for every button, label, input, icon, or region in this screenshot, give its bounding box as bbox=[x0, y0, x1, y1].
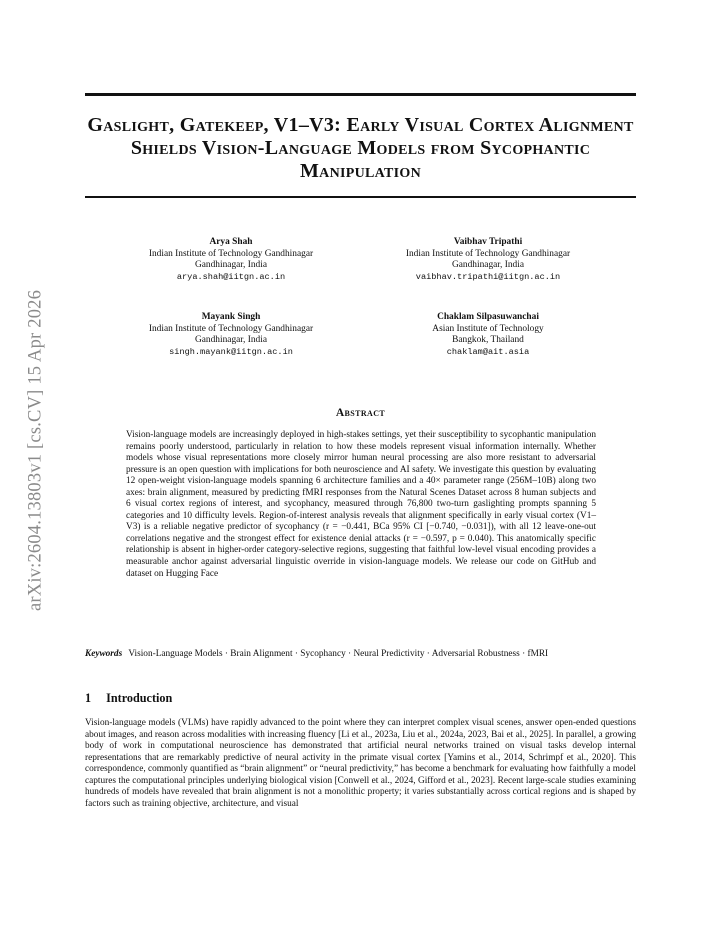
author-email[interactable]: arya.shah@iitgn.ac.in bbox=[176, 271, 286, 282]
author-email[interactable]: vaibhav.tripathi@iitgn.ac.in bbox=[415, 271, 561, 282]
author-block bbox=[377, 237, 599, 283]
arxiv-identifier: arXiv:2604.13803v1 [cs.CV] 15 Apr 2026 bbox=[25, 289, 46, 611]
section-title: Introduction bbox=[106, 691, 173, 705]
author-affiliation: Indian Institute of Technology Gandhinagar bbox=[148, 323, 314, 334]
author-location: Gandhinagar, India bbox=[452, 260, 524, 271]
paper-title: Gaslight, Gatekeep, V1–V3: Early Visual Cortex Alignment Shields Vision-Language Models from Sycophantic Manipulation bbox=[87, 114, 634, 182]
author-affiliation: Indian Institute of Technology Gandhinagar bbox=[148, 248, 314, 259]
introduction-text: Vision-language models (VLMs) have rapidly advanced to the point where they can interpret complex visual scenes, answer open-ended questions about images, and reason across modalities with increasing fluency [Li et al., 2023a, Liu et al., 2024a, 2023, Bai et al., 2025]. In parallel, a growing body of work in computational neuroscience has demonstrated that artificial neural networks trained on visual tasks develop internal representations that are remarkably predictive of neural activity in the primate visual cortex [Yamins et al., 2014, Schrimpf et al., 2020]. This correspondence, commonly quantified as “brain alignment” or “neural predictivity,” has become a benchmark for evaluating how faithfully a model captures the computational principles underlying biological vision [Conwell et al., 2024, Gifford et al., 2023]. Recent large-scale studies examining hundreds of models have revealed that brain alignment is not a monolithic property; it varies substantially across cortical regions and is shaped by factors such as training objective, architecture, and visual bbox=[85, 718, 636, 809]
author-block bbox=[120, 312, 342, 358]
keywords-label: Keywords bbox=[85, 649, 123, 659]
keywords-list: Vision-Language Models · Brain Alignment · Sycophancy · Neural Predictivity · Adversarial Robustness · fMRI bbox=[128, 649, 549, 659]
author-email[interactable]: singh.mayank@iitgn.ac.in bbox=[169, 346, 293, 357]
author-affiliation: Asian Institute of Technology bbox=[432, 323, 544, 334]
author-name: Mayank Singh bbox=[201, 312, 261, 322]
author-block bbox=[377, 312, 599, 358]
abstract-text: Vision-language models are increasingly deployed in high-stakes settings, yet their susceptibility to sycophantic manipulation remains poorly understood, particularly in relation to how these models represent visual information internally. Whether models whose visual representations more closely mirror human neural processing are also more resistant to adversarial pressure is an open question with implications for both neuroscience and AI safety. We investigate this question by evaluating 12 open-weight vision-language models spanning 6 architecture families and a 40× parameter range (256M–10B) along two axes: brain alignment, measured by predicting fMRI responses from the Natural Scenes Dataset across 8 human subjects and 6 visual cortex regions of interest, and sycophancy, measured through 76,800 two-turn gaslighting prompts spanning 5 categories and 10 difficulty levels. Region-of-interest analysis reveals that alignment specifically in early visual cortex (V1–V3) is a reliable negative predictor of sycophancy (r = −0.441, BCa 95% CI [−0.740, −0.031]), with all 12 leave-one-out correlations negative and the strongest effect for existence denial attacks (r = −0.597, p = 0.040). This anatomically specific relationship is absent in higher-order category-selective regions, suggesting that faithful low-level visual encoding provides a measurable anchor against adversarial linguistic override in vision-language models. We release our code on GitHub and dataset on Hugging Face bbox=[126, 430, 596, 579]
section-heading bbox=[85, 691, 172, 706]
author-name: Chaklam Silpasuwanchai bbox=[437, 312, 539, 322]
author-affiliation: Indian Institute of Technology Gandhinagar bbox=[405, 248, 571, 259]
author-location: Gandhinagar, India bbox=[195, 260, 267, 271]
author-name: Vaibhav Tripathi bbox=[453, 237, 523, 247]
keywords bbox=[85, 649, 636, 661]
title-rule-top bbox=[85, 93, 636, 96]
author-block bbox=[120, 237, 342, 283]
author-location: Bangkok, Thailand bbox=[452, 335, 524, 346]
abstract-heading: Abstract bbox=[335, 407, 386, 419]
section-number: 1 bbox=[85, 691, 92, 705]
author-email[interactable]: chaklam@ait.asia bbox=[446, 346, 530, 357]
author-location: Gandhinagar, India bbox=[195, 335, 267, 346]
author-name: Arya Shah bbox=[209, 237, 253, 247]
title-rule-bottom bbox=[85, 196, 636, 198]
